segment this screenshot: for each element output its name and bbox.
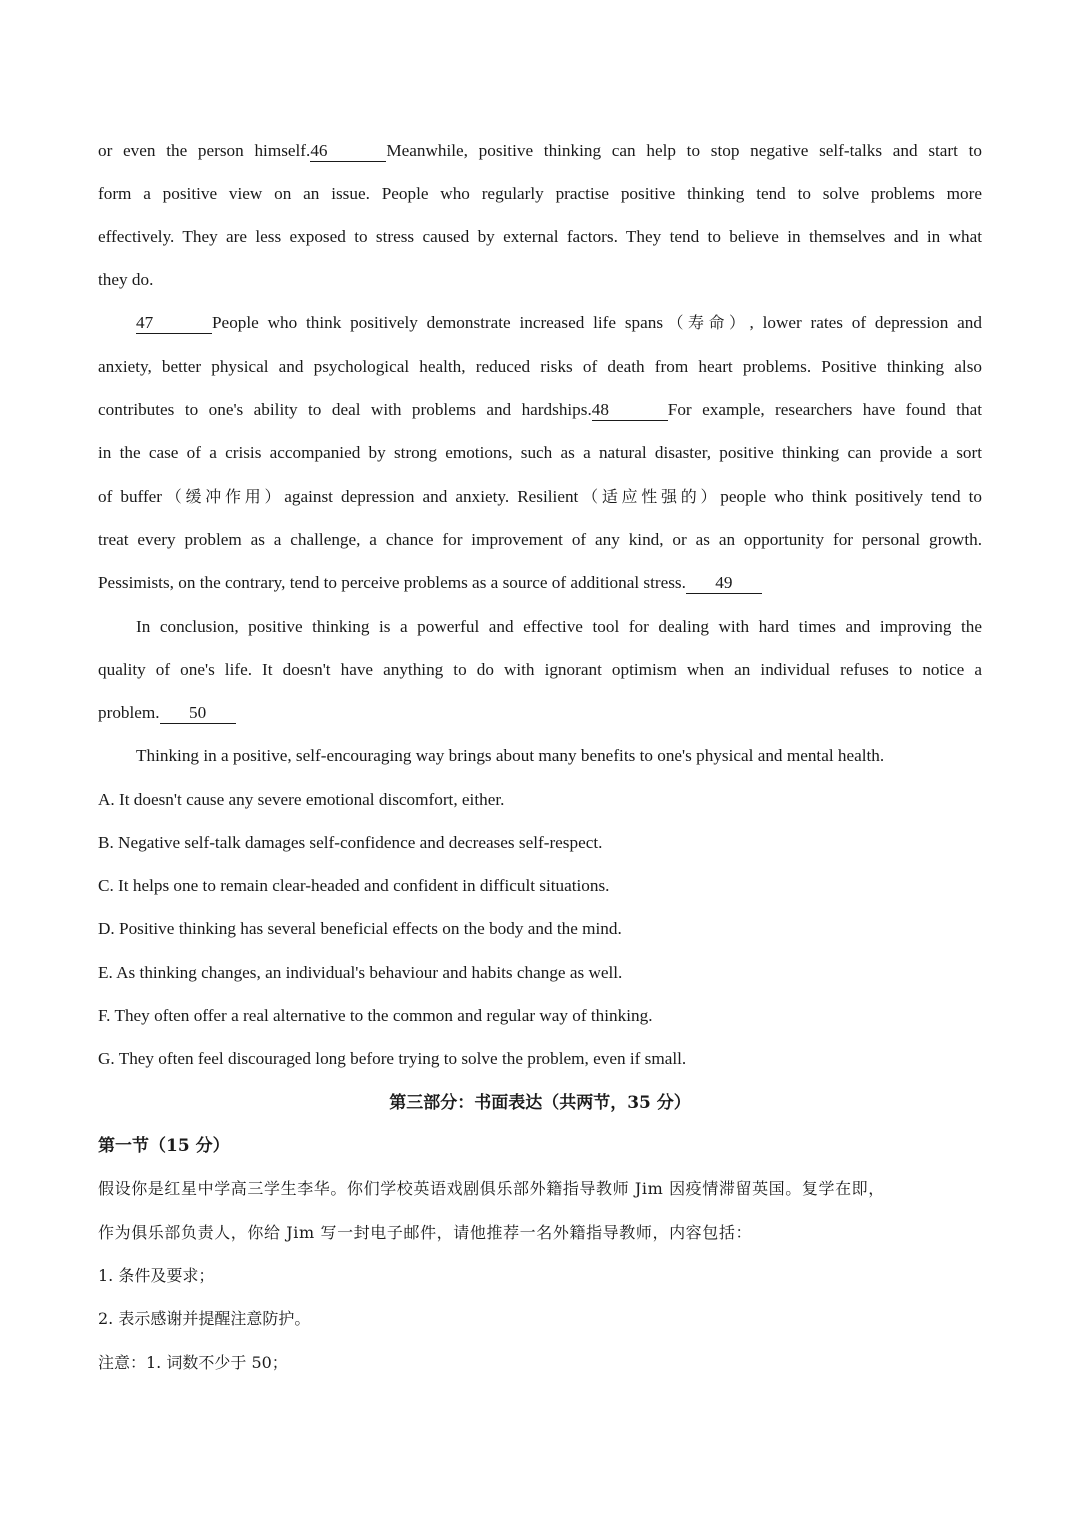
passage-line [136, 308, 982, 338]
blank-47[interactable]: 47 [136, 313, 212, 334]
task-note: 注意：1. 词数不少于 50； [98, 1353, 288, 1372]
passage-line: anxiety, better physical and psychological health, reduced risks of death from heart problems. Positive thinking also [98, 357, 982, 376]
passage-line [98, 482, 982, 512]
text-run: For example, researchers have found that [667, 400, 982, 419]
task-item-2: 2. 表示感谢并提醒注意防护。 [98, 1309, 311, 1328]
task-line: 作为俱乐部负责人，你给 Jim 写一封电子邮件，请他推荐一名外籍指导教师，内容包括： [98, 1223, 753, 1242]
passage-line [98, 395, 982, 425]
text-run: People who think positively demonstrate increased life spans [212, 313, 664, 332]
part3-heading: 第三部分：书面表达（共两节，35 分） [389, 1093, 691, 1113]
text-run: against depression and anxiety. Resilient [284, 487, 579, 506]
blank-50[interactable]: 50 [160, 703, 236, 724]
gloss-text: （适应性强的） [578, 487, 721, 506]
passage-line: In conclusion, positive thinking is a powerful and effective tool for dealing with hard times and improving the [136, 617, 982, 636]
passage-line: Thinking in a positive, self-encouraging way brings about many benefits to one's physical and mental health. [136, 746, 885, 765]
option-e: E. As thinking changes, an individual's behaviour and habits change as well. [98, 963, 623, 982]
passage-line [98, 568, 982, 598]
passage-line: form a positive view on an issue. People who regularly practise positive thinking tend to solve problems more [98, 184, 982, 203]
blank-49[interactable]: 49 [686, 573, 762, 594]
option-f: F. They often offer a real alternative to the common and regular way of thinking. [98, 1006, 653, 1025]
passage-line: effectively. They are less exposed to stress caused by external factors. They tend to believe in themselves and in what [98, 227, 982, 246]
passage-line: in the case of a crisis accompanied by strong emotions, such as a natural disaster, positive thinking can provide a sort [98, 443, 982, 462]
task-item-1: 1. 条件及要求； [98, 1266, 215, 1285]
text-run: problem. [98, 703, 160, 722]
gloss-text: （缓冲作用） [162, 487, 285, 506]
blank-46[interactable]: 46 [310, 141, 386, 162]
gloss-text: （寿命） [663, 313, 750, 332]
blank-48[interactable]: 48 [592, 400, 668, 421]
passage-line: treat every problem as a challenge, a chance for improvement of any kind, or as an opportunity for personal growth. [98, 530, 982, 549]
option-a: A. It doesn't cause any severe emotional discomfort, either. [98, 790, 505, 809]
text-run: Meanwhile, positive thinking can help to stop negative self-talks and start to [386, 141, 982, 160]
passage-line [98, 698, 982, 728]
text-run: of buffer [98, 487, 163, 506]
section1-heading: 第一节（15 分） [98, 1136, 230, 1156]
text-run: Pessimists, on the contrary, tend to perceive problems as a source of additional stress. [98, 573, 686, 592]
option-g: G. They often feel discouraged long before trying to solve the problem, even if small. [98, 1049, 687, 1068]
passage-line: they do. [98, 270, 154, 289]
task-line: 假设你是红星中学高三学生李华。你们学校英语戏剧俱乐部外籍指导教师 Jim 因疫情滞留英国。复学在即， [98, 1179, 885, 1198]
option-c: C. It helps one to remain clear-headed and confident in difficult situations. [98, 876, 610, 895]
text-run: or even the person himself. [98, 141, 311, 160]
passage-line [98, 136, 982, 166]
option-d: D. Positive thinking has several beneficial effects on the body and the mind. [98, 919, 622, 938]
text-run: contributes to one's ability to deal with problems and hardships. [98, 400, 592, 419]
text-run: people who think positively tend to [720, 487, 983, 506]
text-run: , lower rates of depression and [749, 313, 982, 332]
passage-line: quality of one's life. It doesn't have anything to do with ignorant optimism when an individual refuses to notice a [98, 660, 982, 679]
option-b: B. Negative self-talk damages self-confidence and decreases self-respect. [98, 833, 603, 852]
